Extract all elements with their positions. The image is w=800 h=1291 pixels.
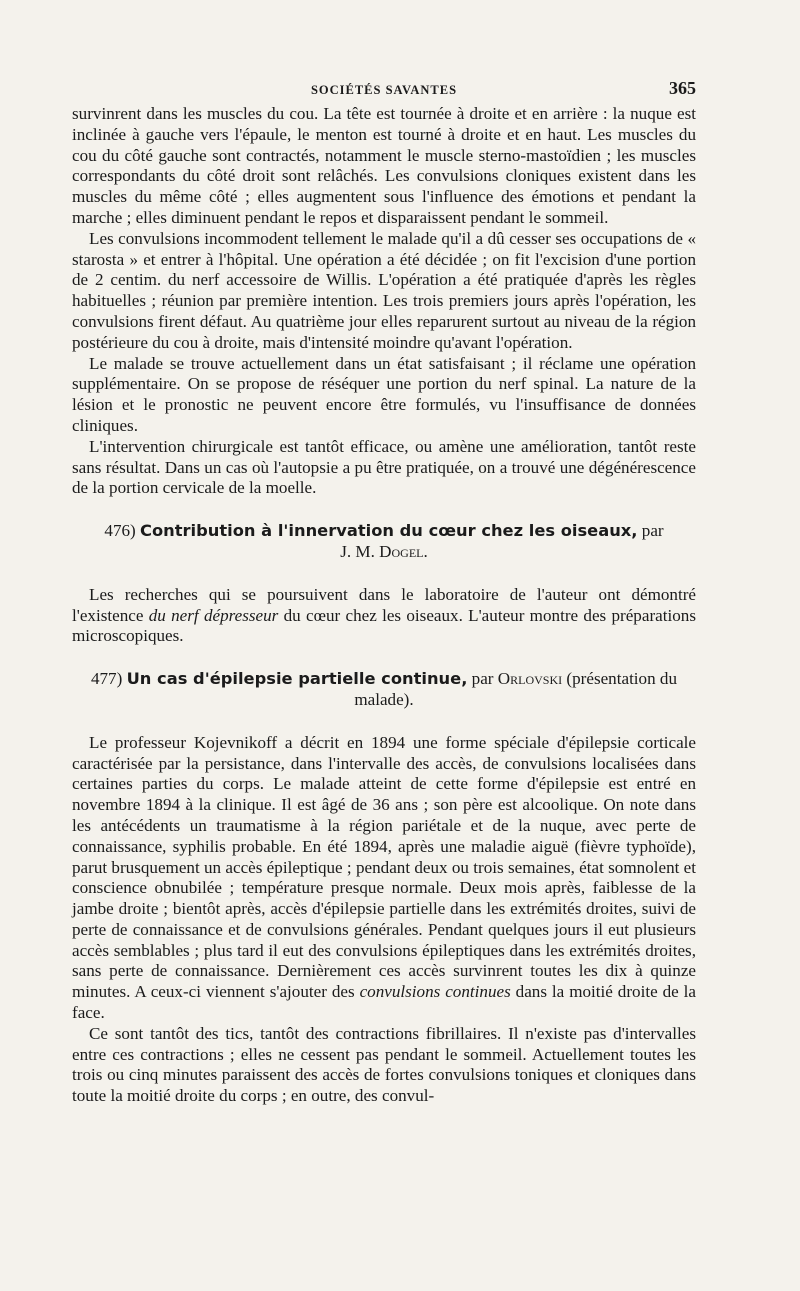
section-by: par — [641, 521, 664, 541]
section-number: 476) — [104, 521, 136, 541]
paragraph: L'intervention chirurgicale est tantôt efficace, ou amène une amélioration, tantôt reste sans résultat. Dans un cas où l'autopsie a pu être pratiquée, on a trouvé une dégénérescence de la portion cervicale de la moelle. — [72, 436, 696, 498]
section-note: (présentation du malade). — [354, 669, 678, 709]
page — [72, 78, 696, 1107]
section-heading — [72, 669, 696, 711]
section-number: 477) — [90, 669, 123, 689]
section-title: Contribution à l'innervation du cœur chez les oiseaux, — [140, 521, 638, 541]
text-run: Le professeur Kojevnikoff a décrit en 1894 une forme spéciale d'épilepsie corticale caractérisée par la persistance, dans l'intervalle des accès, de convulsions localisées dans certaines parties du corps. Le malade atteint de cette forme d'épilepsie est entré en novembre 1894 à la clinique. Il est âgé de 36 ans ; son père est alcoolique. On note dans les antécédents un traumatisme à la région pariétale et de la nuque, avec perte de connaissance, syphilis probable. En été 1894, après une maladie aiguë (fièvre typhoïde), parut brusquement un accès épileptique ; pendant deux ou trois semaines, état somnolent et conscience obnubilée ; température presque normale. Deux mois après, faiblesse de la jambe droite ; bientôt après, accès d'épilepsie partielle dans les extrémités droites, suivi de perte de connaissance et de convulsions générales. Pendant quelques jours il eut plusieurs accès semblables ; plus tard il eut des convulsions épileptiques dans les extrémités droites, sans perte de connaissance. Dernièrement ces accès survinrent toutes les dix à quinze minutes. A ceux-ci viennent s'ajouter des — [72, 732, 696, 1002]
paragraph: survinrent dans les muscles du cou. La tête est tournée à droite et en arrière : la nuque est inclinée à gauche vers l'épaule, le menton est tourné à droite et en haut. Les muscles du cou du côté gauche sont contractés, notamment le muscle sterno-mastoïdien ; les muscles correspondants du côté droit sont relâchés. Les convulsions cloniques existent dans les muscles du même côté ; elles augmentent sous l'influence des émotions et pendant la marche ; elles diminuent pendant le repos et disparaissent pendant le sommeil. — [72, 104, 696, 227]
running-header — [72, 78, 696, 102]
author-name: Orlovski — [497, 669, 563, 689]
section-by: par — [471, 669, 494, 689]
italic-term: convulsions continues — [359, 982, 511, 1002]
paragraph — [72, 733, 696, 1024]
text-run: dans la moitié droite de la face. — [72, 982, 697, 1023]
section-476 — [72, 521, 696, 647]
running-title: SOCIÉTÉS SAVANTES — [310, 83, 458, 97]
paragraph — [72, 585, 696, 647]
page-number: 365 — [669, 78, 696, 98]
text-run: du cœur chez les oiseaux. L'auteur montre des préparations microscopiques. — [72, 605, 696, 646]
paragraph: Le malade se trouve actuellement dans un état satisfaisant ; il réclame une opération supplémentaire. On se propose de réséquer une portion du nerf spinal. La nature de la lésion et le pronostic ne peuvent encore être formulés, vu l'insuffisance de données cliniques. — [72, 353, 696, 435]
section-heading — [72, 521, 696, 563]
author-name: Dogel. — [379, 541, 428, 561]
author-initials: J. M. — [340, 541, 375, 561]
section-title: Un cas d'épilepsie partielle continue, — [126, 669, 468, 689]
text-run: Les recherches qui se poursuivent dans le laboratoire de l'auteur ont démontré l'existence — [72, 584, 696, 625]
italic-term: du nerf dépresseur — [148, 605, 279, 625]
paragraph: Ce sont tantôt des tics, tantôt des contractions fibrillaires. Il n'existe pas d'intervalles entre ces contractions ; elles ne cessent pas pendant le sommeil. Actuellement toutes les trois ou cinq minutes paraissent des accès de fortes convulsions toniques et cloniques dans toute la moitié droite du corps ; en outre, des convul- — [72, 1023, 696, 1106]
paragraph: Les convulsions incommodent tellement le malade qu'il a dû cesser ses occupations de « starosta » et entrer à l'hôpital. Une opération a été décidée ; on fit l'excision d'une portion de 2 centim. du nerf accessoire de Willis. L'opération a été pratiquée d'après les règles habituelles ; réunion par première intention. Les trois premiers jours après l'opération, les convulsions firent défaut. Au quatrième jour elles reparurent surtout au niveau de la région postérieure du cou à droite, mais d'intensité moindre qu'avant l'opération. — [72, 228, 696, 352]
intro-text — [72, 104, 696, 499]
section-477 — [72, 669, 696, 1107]
